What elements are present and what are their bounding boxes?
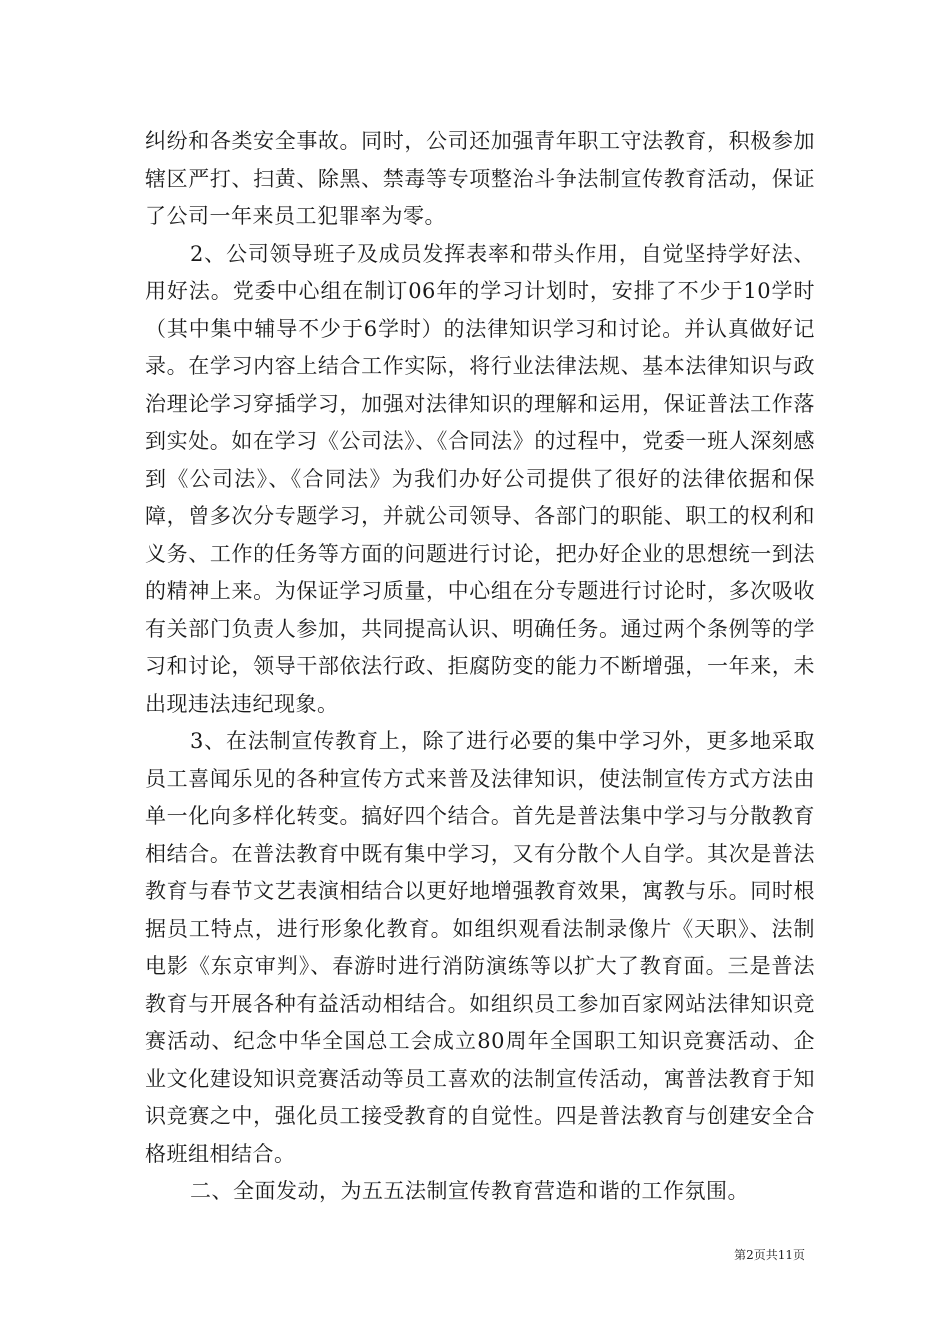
paragraph-item-2: 2、公司领导班子及成员发挥表率和带头作用，自觉坚持学好法、用好法。党委中心组在制订06年的学习计划时，安排了不少于10学时（其中集中辅导不少于6学时）的法律知识学习和讨论。并认真做好记录。在学习内容上结合工作实际，将行业法律法规、基本法律知识与政治理论学习穿插学习，加强对法律知识的理解和运用，保证普法工作落到实处。如在学习《公司法》、《合同法》的过程中，党委一班人深刻感到《公司法》、《合同法》为我们办好公司提供了很好的法律依据和保障，曾多次分专题学习，并就公司领导、各部门的职能、职工的权利和义务、工作的任务等方面的问题进行讨论，把办好企业的思想统一到法的精神上来。为保证学习质量，中心组在分专题进行讨论时，多次吸收有关部门负责人参加，共同提高认识、明确任务。通过两个条例等的学习和讨论，领导干部依法行政、拒腐防变的能力不断增强，一年来，未出现违法违纪现象。 <box>145 241 815 716</box>
page-number: 第2页共11页 <box>734 1248 805 1262</box>
paragraph-item-3: 3、在法制宣传教育上，除了进行必要的集中学习外，更多地采取员工喜闻乐见的各种宣传方式来普及法律知识，使法制宣传方式方法由单一化向多样化转变。搞好四个结合。首先是普法集中学习与分散教育相结合。在普法教育中既有集中学习，又有分散个人自学。其次是普法教育与春节文艺表演相结合以更好地增强教育效果，寓教与乐。同时根据员工特点，进行形象化教育。如组织观看法制录像片《天职》、法制电影《东京审判》、春游时进行消防演练等以扩大了教育面。三是普法教育与开展各种有益活动相结合。如组织员工参加百家网站法律知识竞赛活动、纪念中华全国总工会成立80周年全国职工知识竞赛活动、企业文化建设知识竞赛活动等员工喜欢的法制宣传活动，寓普法教育于知识竞赛之中，强化员工接受教育的自觉性。四是普法教育与创建安全合格班组相结合。 <box>145 729 815 1166</box>
document-body <box>145 123 815 1211</box>
section-heading-2: 二、全面发动，为五五法制宣传教育营造和谐的工作氛围。 <box>190 1179 749 1203</box>
paragraph-continuation: 纠纷和各类安全事故。同时，公司还加强青年职工守法教育，积极参加辖区严打、扫黄、除黑、禁毒等专项整治斗争法制宣传教育活动，保证了公司一年来员工犯罪率为零。 <box>145 129 815 228</box>
